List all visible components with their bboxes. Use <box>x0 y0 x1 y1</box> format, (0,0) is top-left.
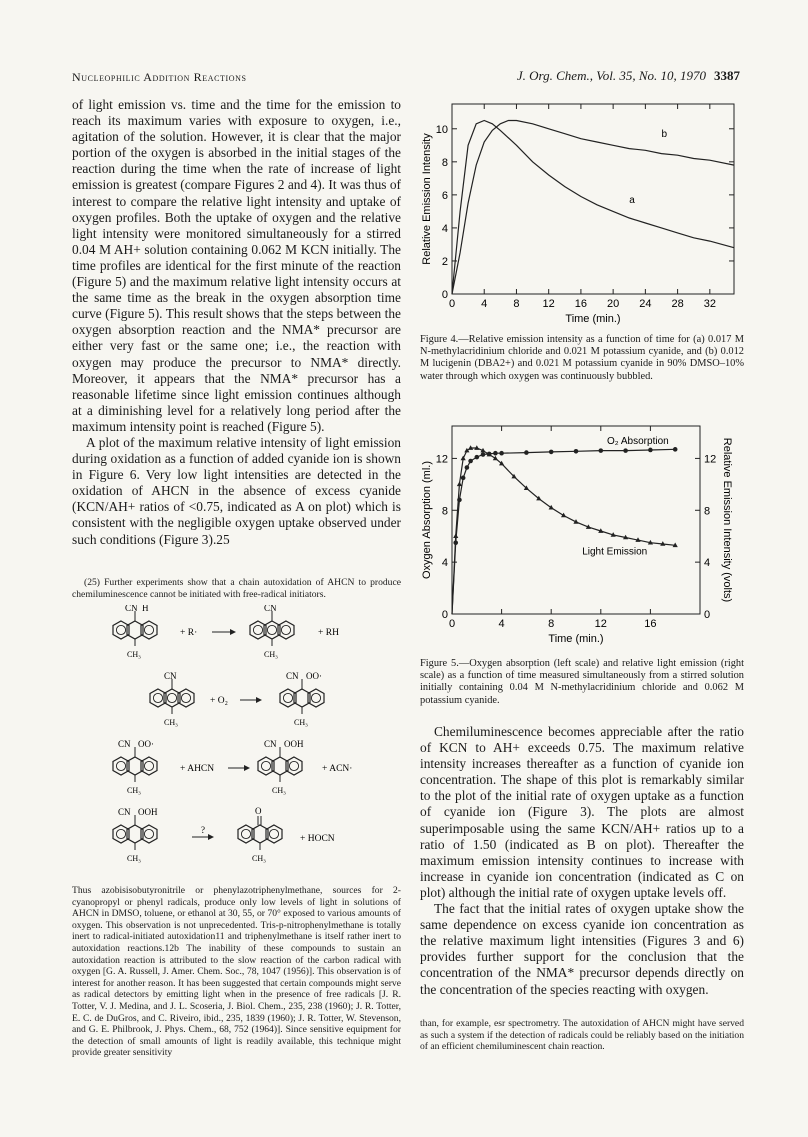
data-point <box>453 533 458 538</box>
x-tick-label: 4 <box>498 618 505 630</box>
series-label: a <box>629 195 635 207</box>
y-tick-label: 6 <box>441 189 448 202</box>
structure-peroxy-radical <box>280 671 324 727</box>
y-tick-label: 12 <box>435 453 448 466</box>
x-axis-label: Time (min.) <box>548 633 604 645</box>
data-point <box>524 450 529 455</box>
x-tick-label: 8 <box>548 618 555 630</box>
svg-text:CH₃: CH₃ <box>294 718 308 727</box>
x-tick-label: 32 <box>703 298 716 310</box>
data-point <box>481 452 486 457</box>
y-tick-label: 8 <box>441 156 448 169</box>
series-line <box>452 449 675 614</box>
structure-hydroperoxide-2 <box>113 807 158 863</box>
product-rh: + RH <box>318 628 339 638</box>
series-label: O₂ Absorption <box>607 436 669 448</box>
journal-citation: J. Org. Chem., Vol. 35, No. 10, 1970 3387 <box>516 68 740 83</box>
y-axis-label-right: Relative Emission Intensity (volts) <box>721 437 733 603</box>
data-point <box>549 450 554 455</box>
reaction-query: ? <box>201 825 205 835</box>
x-tick-label: 12 <box>594 618 607 630</box>
data-point <box>549 505 554 510</box>
data-point <box>623 448 628 453</box>
svg-text:OOH: OOH <box>284 739 304 749</box>
figure-5-caption: Figure 5.—Oxygen absorption (left scale) and relative light emission (right scale) as a function of time measured simultaneously from a stirred solution initially containing 0.04 M N-methylacridinium chloride and 0.062 M potassium cyanide. <box>420 658 744 706</box>
y-tick-label: 0 <box>441 609 448 621</box>
structure-acn-radical <box>250 605 294 659</box>
reaction-scheme <box>100 605 400 880</box>
running-head: Nucleophilic Addition Reactions <box>72 70 247 84</box>
data-point <box>468 459 473 464</box>
y-tick-label: 0 <box>441 289 448 301</box>
data-point <box>461 456 466 461</box>
data-point <box>457 482 462 487</box>
y-axis-label: Relative Emission Intensity <box>421 133 433 265</box>
data-point <box>493 451 498 456</box>
svg-text:CH₃: CH₃ <box>127 650 141 659</box>
x-tick-label: 12 <box>542 298 555 310</box>
reagent-oxygen: + O₂ <box>210 696 228 706</box>
y-tick-label: 10 <box>435 123 448 136</box>
svg-text:CH₃: CH₃ <box>127 786 141 795</box>
svg-text:CN: CN <box>125 605 138 613</box>
x-tick-label: 8 <box>513 298 520 310</box>
svg-text:H: H <box>142 605 149 613</box>
x-tick-label: 24 <box>639 298 652 310</box>
x-tick-label: 28 <box>671 298 684 310</box>
svg-text:CN: CN <box>118 807 131 817</box>
data-point <box>461 476 466 481</box>
svg-text:CN: CN <box>164 671 177 681</box>
y-tick-label: 8 <box>441 505 448 518</box>
left-paragraph-2: A plot of the maximum relative intensity of light emission during oxidation as a function of added cyanide ion is shown in Figure 6. Very low light intensities are detected in the oxidation of AHCN in the absence of excess cyanide (KCN/AH+ ratios of <0.75, indicated as A on plot) which is consistent with the negligible oxygen uptake observed under such conditions (Figure 3).25 <box>72 434 401 547</box>
svg-text:O: O <box>255 806 262 816</box>
data-point <box>648 448 653 453</box>
structure-peroxy-radical-2 <box>113 739 157 795</box>
y-tick-label: 4 <box>441 557 448 570</box>
series-line <box>452 121 734 295</box>
right-paragraph-2: The fact that the initial rates of oxygen uptake show the same dependence on excess cyanide ion concentration as the relative maximum light intensities (Figures 3 and 6) provides further support for the conclusion that the concentration of the NMA* precursor depends directly on the concentration of the species reacting with oxygen. <box>420 901 744 997</box>
page-number: 3387 <box>714 68 740 83</box>
series-label: Light Emission <box>582 546 648 558</box>
left-column <box>72 97 401 548</box>
structure-ahcn <box>113 605 157 659</box>
svg-text:CN: CN <box>286 671 299 681</box>
svg-text:CH₃: CH₃ <box>127 854 141 863</box>
y-axis-label: Oxygen Absorption (ml.) <box>421 461 433 579</box>
structure-acn-radical-2 <box>150 671 194 727</box>
x-tick-label: 4 <box>481 298 488 310</box>
y-tick-label: 2 <box>441 255 448 268</box>
figure-4-caption: Figure 4.—Relative emission intensity as a function of time for (a) 0.017 M N-methylacridinium chloride and 0.021 M potassium cyanide, and (b) 0.012 M lucigenin (DBA2+) and 0.021 M potassium cyanide in 90% DMSO–10% water through which oxygen was continuously bubbled. <box>420 334 744 382</box>
y-right-tick-label: 12 <box>704 453 717 466</box>
y-right-tick-label: 0 <box>704 609 711 621</box>
svg-text:CH₃: CH₃ <box>164 718 178 727</box>
footnote-continuation-left: Thus azobisisobutyronitrile or phenylazotriphenylmethane, sources for 2-cyanopropyl or phenyl radicals, produce only low levels of light in solutions of AHCN in DMSO, toluene, or ethanol at 30, 55, or 70° exposed to various amounts of oxygen. This observation is not unprecedented. Tris-p-nitrophenylmethane is totally inert to radical-initiated autoxidation11 and triphenylmethane is itself rather inert to autoxidation reactions.12b The inability of these compounds to sustain an autoxidation reaction is attributed to the slow reaction of the carbon radical with oxygen [G. A. Russell, J. Amer. Chem. Soc., 78, 1047 (1956)]. This observation is of interest for another reason. It has been suggested that certain compounds might serve as radical detectors by emitting light when in the presence of free radicals [J. R. Totter, V. J. Medina, and J. L. Scoseria, J. Biol. Chem., 235, 238 (1960); J. R. Totter, E. C. de DuGros, and C. Riveiro, ibid., 235, 1839 (1960); J. R. Totter, W. Stevenson, and G. E. Philbrook, J. Phys. Chem., 68, 752 (1964)]. Since sensitive equipment for the detection of small amounts of light is readily available, this technique might provide greater sensitivity <box>72 885 401 1059</box>
svg-text:CN: CN <box>264 739 277 749</box>
svg-text:OO·: OO· <box>138 739 154 749</box>
data-point <box>673 447 678 452</box>
svg-text:CH₃: CH₃ <box>264 650 278 659</box>
x-tick-label: 0 <box>448 298 456 310</box>
right-column <box>420 724 744 998</box>
svg-text:CH₃: CH₃ <box>272 786 286 795</box>
x-tick-label: 20 <box>607 298 620 310</box>
footnote-25: (25) Further experiments show that a chain autoxidation of AHCN to produce chemiluminescence cannot be initiated with free-radical initiators. <box>72 577 401 600</box>
right-paragraph-1: Chemiluminescence becomes appreciable after the ratio of KCN to AH+ exceeds 0.75. The maximum relative intensity increases thereafter as a function of cyanide ion concentration. The shape of this plot is remarkably similar to the plot of the initial rate of oxygen uptake as a function of cyanide ion (Figure 3). The plots are almost superimposable using the same KCN/AH+ ratios up to a ratio of 1.50 (indicated as B on plot). Thereafter the maximum emission intensity continues to increase with increase in cyanide ion concentration (indicated as C on plot) although the initial rate of oxygen uptake levels off. <box>420 724 744 900</box>
svg-text:CN: CN <box>118 739 131 749</box>
series-line <box>452 448 675 614</box>
figure-5-chart <box>412 418 748 648</box>
footnote-continuation-right: than, for example, esr spectrometry. The autoxidation of AHCN might have served as such a system if the detection of radicals could be reliably based on the initiation of an efficient chemiluminescent chain reaction. <box>420 1018 744 1053</box>
x-axis-label: Time (min.) <box>565 313 621 325</box>
data-point <box>475 455 480 460</box>
data-point <box>574 449 579 454</box>
data-point <box>464 448 469 453</box>
left-paragraph-1: of light emission vs. time and the time for the emission to reach its maximum varies with exposure to oxygen, i.e., agitation of the solution. However, it is clear that the major portion of the oxygen is absorbed in the initial stages of the reaction during the time when the rate of increase of light emission is greatest (compare Figures 2 and 4). It was thus of interest to compare the relative light intensity and uptake of oxygen profiles. Both the uptake of oxygen and the relative light intensity were monitored simultaneously for a stirred 0.04 M AH+ solution containing 0.062 M KCN initially. The time profiles are identical for the first minute of the reaction (Figure 5) and the maximum relative light intensity occurs at the same time as the break in the oxygen absorption time curve (Figure 5). This result shows that the steps between the oxygen absorption reaction and the NMA* precursor are either very fast or the same one; i.e., the reaction with oxygen may produce the precursor to NMA* directly. Moreover, it appears that the NMA* precursor has a reasonable lifetime since light emission continues although at a diminishing level for a relatively long period after the maximum intensity point is reached (Figure 5). <box>72 97 401 434</box>
x-tick-label: 16 <box>574 298 588 310</box>
structure-hydroperoxide <box>258 739 304 795</box>
data-point <box>599 448 604 453</box>
svg-text:CH₃: CH₃ <box>252 854 266 863</box>
x-tick-label: 0 <box>448 618 456 630</box>
svg-text:OOH: OOH <box>138 807 158 817</box>
y-right-tick-label: 8 <box>704 505 711 518</box>
structure-nma-acridone <box>238 806 282 863</box>
reagent-ahcn: + AHCN <box>180 764 215 774</box>
reagent-radical: + R· <box>180 628 198 638</box>
figure-4-chart <box>412 98 748 328</box>
plot-frame <box>452 104 734 294</box>
x-tick-label: 16 <box>644 618 657 630</box>
product-hocn: + HOCN <box>300 834 335 844</box>
svg-text:CN: CN <box>264 605 277 613</box>
y-tick-label: 4 <box>441 222 448 235</box>
svg-text:OO·: OO· <box>306 671 322 681</box>
product-acn-radical: + ACN· <box>322 764 353 774</box>
series-line <box>452 121 734 295</box>
data-point <box>465 465 470 470</box>
data-point <box>499 451 504 456</box>
y-right-tick-label: 4 <box>704 557 711 570</box>
series-label: b <box>661 129 668 141</box>
